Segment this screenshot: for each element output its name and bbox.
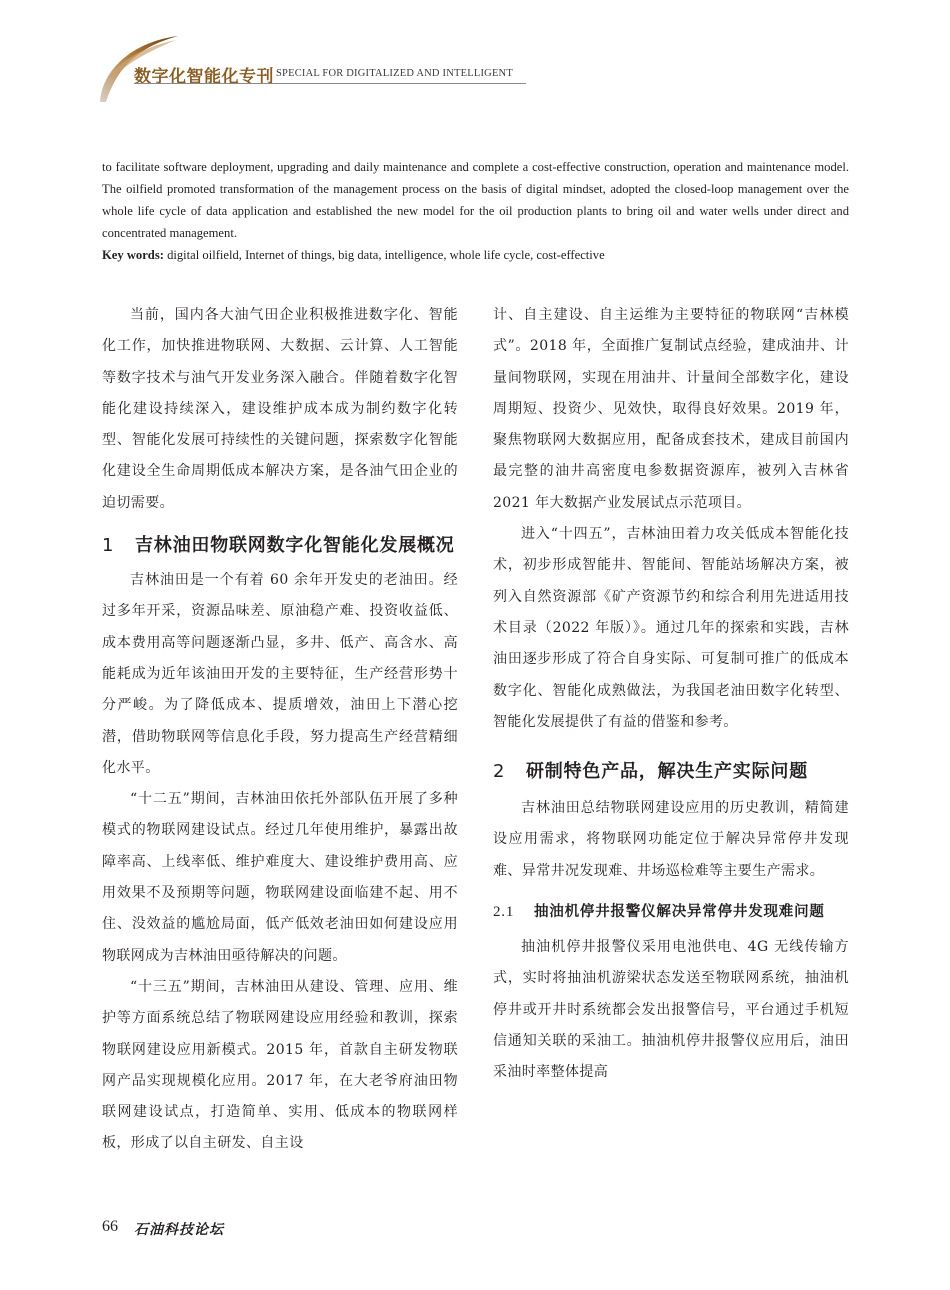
journal-name: 石油科技论坛 xyxy=(134,1222,224,1238)
section-title-cn: 数字化智能化专刊 xyxy=(134,67,274,87)
section-2-paragraph-1: 吉林油田总结物联网建设应用的历史教训，精简建设应用需求，将物联网功能定位于解决异常停井发现难、异常井况发现难、井场巡检难等主要生产需求。 xyxy=(493,800,849,879)
section-2-1-title: 抽油机停井报警仪解决异常停井发现难问题 xyxy=(534,904,825,921)
header-rule xyxy=(134,83,526,84)
section-2-1-heading xyxy=(493,899,849,926)
left-column xyxy=(102,300,458,1160)
intro-paragraph: 当前，国内各大油气田企业积极推进数字化、智能化工作，加快推进物联网、大数据、云计算、人工智能等数字技术与油气开发业务深入融合。伴随着数字化智能化建设持续深入，建设维护成本成为制约数字化转型、智能化发展可持续性的关键问题，探索数字化智能化建设全生命周期低成本解决方案，是各油气田企业的迫切需要。 xyxy=(102,307,458,511)
section-1-number: 1 xyxy=(102,535,115,557)
section-title-en: SPECIAL FOR DIGITALIZED AND INTELLIGENT xyxy=(276,68,513,79)
right-column xyxy=(493,300,849,1089)
keywords-text: digital oilfield, Internet of things, big data, intelligence, whole life cycle, cost-effective xyxy=(163,248,605,262)
section-2-1-number: 2.1 xyxy=(493,904,515,921)
english-abstract xyxy=(102,156,849,266)
keywords-line xyxy=(102,244,849,266)
section-1-paragraph-4: 进入“十四五”，吉林油田着力攻关低成本智能化技术，初步形成智能井、智能间、智能站场解决方案，被列入自然资源部《矿产资源节约和综合利用先进适用技术目录（2022 年版）》。通过几年的探索和实践，吉林油田逐步形成了符合自身实际、可复制可推广的低成本数字化、智能化成熟做法，为我国老油田数字化转型、智能化发展提供了有益的借鉴和参考。 xyxy=(493,526,849,730)
section-2-title: 研制特色产品，解决生产实际问题 xyxy=(526,761,808,783)
page-number: 66 xyxy=(102,1218,118,1235)
section-1-paragraph-1: 吉林油田是一个有着 60 余年开发史的老油田。经过多年开采，资源品味差、原油稳产难、投资收益低、成本费用高等问题逐渐凸显，多井、低产、高含水、高能耗成为近年该油田开发的主要特征，生产经营形势十分严峻。为了降低成本、提质增效，油田上下潜心挖潜，借助物联网等信息化手段，努力提高生产经营精细化水平。 xyxy=(102,572,458,776)
section-2-number: 2 xyxy=(493,761,506,783)
section-1-paragraph-3-cont: 计、自主建设、自主运维为主要特征的物联网“吉林模式”。2018 年，全面推广复制试点经验，建成油井、计量间物联网，实现在用油井、计量间全部数字化，建设周期短、投资少、见效快，取得良好效果。2019 年，聚焦物联网大数据应用，配备成套技术，建成目前国内最完整的油井高密度电参数据资源库，被列入吉林省 2021 年大数据产业发展试点示范项目。 xyxy=(493,307,849,511)
running-header xyxy=(0,0,950,110)
keywords-label: Key words: xyxy=(102,248,164,262)
section-1-title: 吉林油田物联网数字化智能化发展概况 xyxy=(135,535,455,557)
section-2-1-paragraph-1: 抽油机停井报警仪采用电池供电、4G 无线传输方式，实时将抽油机游梁状态发送至物联网系统，抽油机停井或开井时系统都会发出报警信号，平台通过手机短信通知关联的采油工。抽油机停井报警仪应用后，油田采油时率整体提高 xyxy=(493,939,849,1081)
section-2-heading xyxy=(493,756,849,787)
section-1-paragraph-2: “十二五”期间，吉林油田依托外部队伍开展了多种模式的物联网建设试点。经过几年使用维护，暴露出故障率高、上线率低、维护难度大、建设维护费用高、应用效果不及预期等问题，物联网建设面临建不起、用不住、没效益的尴尬局面，低产低效老油田如何建设应用物联网成为吉林油田亟待解决的问题。 xyxy=(102,791,458,964)
section-1-heading xyxy=(102,530,458,561)
section-1-paragraph-3-start: “十三五”期间，吉林油田从建设、管理、应用、维护等方面系统总结了物联网建设应用经验和教训，探索物联网建设应用新模式。2015 年，首款自主研发物联网产品实现规模化应用。2017 年，在大老爷府油田物联网建设试点，打造简单、实用、低成本的物联网样板，形成了以自主研发、自主设 xyxy=(102,978,458,1152)
abstract-text: to facilitate software deployment, upgrading and daily maintenance and complete a cost-effective construction, operation and maintenance model. The oilfield promoted transformation of the management process on the basis of digital mindset, adopted the closed-loop management over the whole life cycle of data application and established the new model for the oil production plants to bring oil and water wells under direct and concentrated management. xyxy=(102,160,849,240)
